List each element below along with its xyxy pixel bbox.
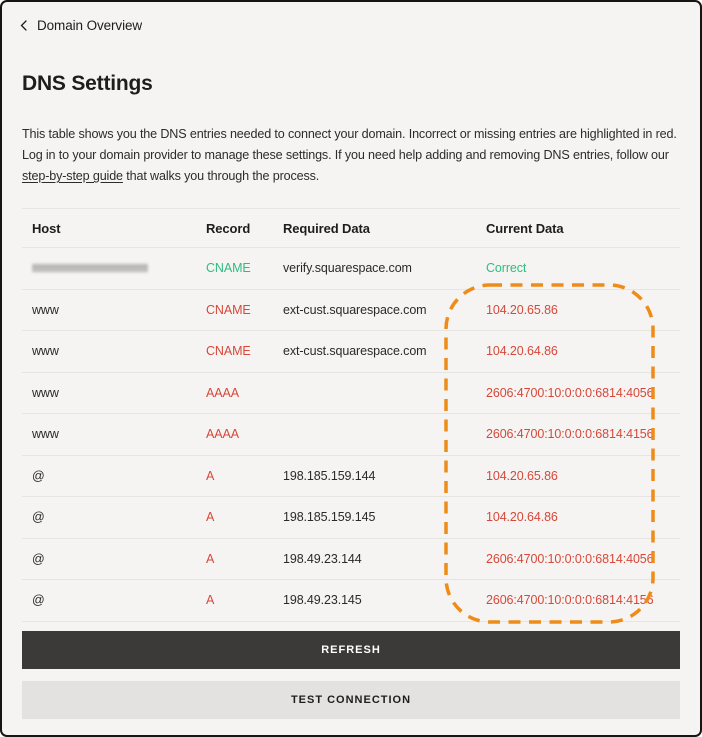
current-data-cell: 2606:4700:10:0:0:0:6814:4056 — [486, 551, 654, 566]
current-data-cell: Correct — [486, 261, 527, 276]
host-cell: @ — [32, 510, 45, 525]
required-data-cell: ext-cust.squarespace.com — [283, 302, 427, 317]
current-data-cell: 104.20.65.86 — [486, 468, 558, 483]
required-data-cell: 198.185.159.144 — [283, 468, 376, 483]
current-data-cell: 2606:4700:10:0:0:0:6814:4156 — [486, 593, 654, 608]
description-part-1: This table shows you the DNS entries needed to connect your domain. Incorrect or missing entries are highlighted in red. Log in to your domain provider to manage these settings. If you need help adding and removing DNS entries, follow our — [22, 127, 677, 162]
redacted-host-bar — [32, 263, 148, 273]
table-row — [22, 456, 680, 498]
back-link-label: Domain Overview — [37, 17, 143, 33]
column-header-required-data: Required Data — [283, 220, 370, 236]
table-row — [22, 248, 680, 290]
required-data-cell: 198.185.159.145 — [283, 510, 376, 525]
host-cell: www — [32, 302, 59, 317]
record-cell: AAAA — [206, 385, 239, 400]
required-data-cell: 198.49.23.145 — [283, 593, 362, 608]
dns-table — [22, 208, 680, 622]
record-cell: AAAA — [206, 427, 239, 442]
record-cell: CNAME — [206, 302, 251, 317]
column-header-record: Record — [206, 220, 251, 236]
host-cell — [32, 263, 206, 273]
step-by-step-guide-link[interactable]: step-by-step guide — [22, 169, 123, 183]
table-row — [22, 414, 680, 456]
host-cell: @ — [32, 551, 45, 566]
table-row — [22, 331, 680, 373]
table-row — [22, 539, 680, 581]
record-cell: A — [206, 551, 215, 566]
table-row — [22, 580, 680, 622]
column-header-current-data: Current Data — [486, 220, 564, 236]
record-cell: A — [206, 510, 215, 525]
host-cell: www — [32, 385, 59, 400]
required-data-cell: verify.squarespace.com — [283, 261, 412, 276]
host-cell: @ — [32, 468, 45, 483]
record-cell: CNAME — [206, 261, 251, 276]
table-row — [22, 497, 680, 539]
current-data-cell: 104.20.65.86 — [486, 302, 558, 317]
host-cell: www — [32, 427, 59, 442]
required-data-cell: ext-cust.squarespace.com — [283, 344, 427, 359]
page-title: DNS Settings — [22, 72, 153, 95]
test-connection-button[interactable]: TEST CONNECTION — [22, 681, 680, 719]
table-row — [22, 290, 680, 332]
host-cell: @ — [32, 593, 45, 608]
current-data-cell: 2606:4700:10:0:0:0:6814:4156 — [486, 427, 654, 442]
host-cell: www — [32, 344, 59, 359]
current-data-cell: 104.20.64.86 — [486, 344, 558, 359]
back-link[interactable] — [18, 16, 142, 34]
record-cell: A — [206, 593, 215, 608]
table-header-row — [22, 209, 680, 248]
current-data-cell: 104.20.64.86 — [486, 510, 558, 525]
table-row — [22, 373, 680, 415]
required-data-cell: 198.49.23.144 — [283, 551, 362, 566]
column-header-host: Host — [32, 220, 61, 236]
record-cell: CNAME — [206, 344, 251, 359]
record-cell: A — [206, 468, 215, 483]
description-part-2: that walks you through the process. — [122, 169, 320, 183]
current-data-cell: 2606:4700:10:0:0:0:6814:4056 — [486, 385, 654, 400]
refresh-button[interactable]: REFRESH — [22, 631, 680, 669]
description-text — [22, 124, 686, 187]
chevron-left-icon — [18, 19, 30, 32]
